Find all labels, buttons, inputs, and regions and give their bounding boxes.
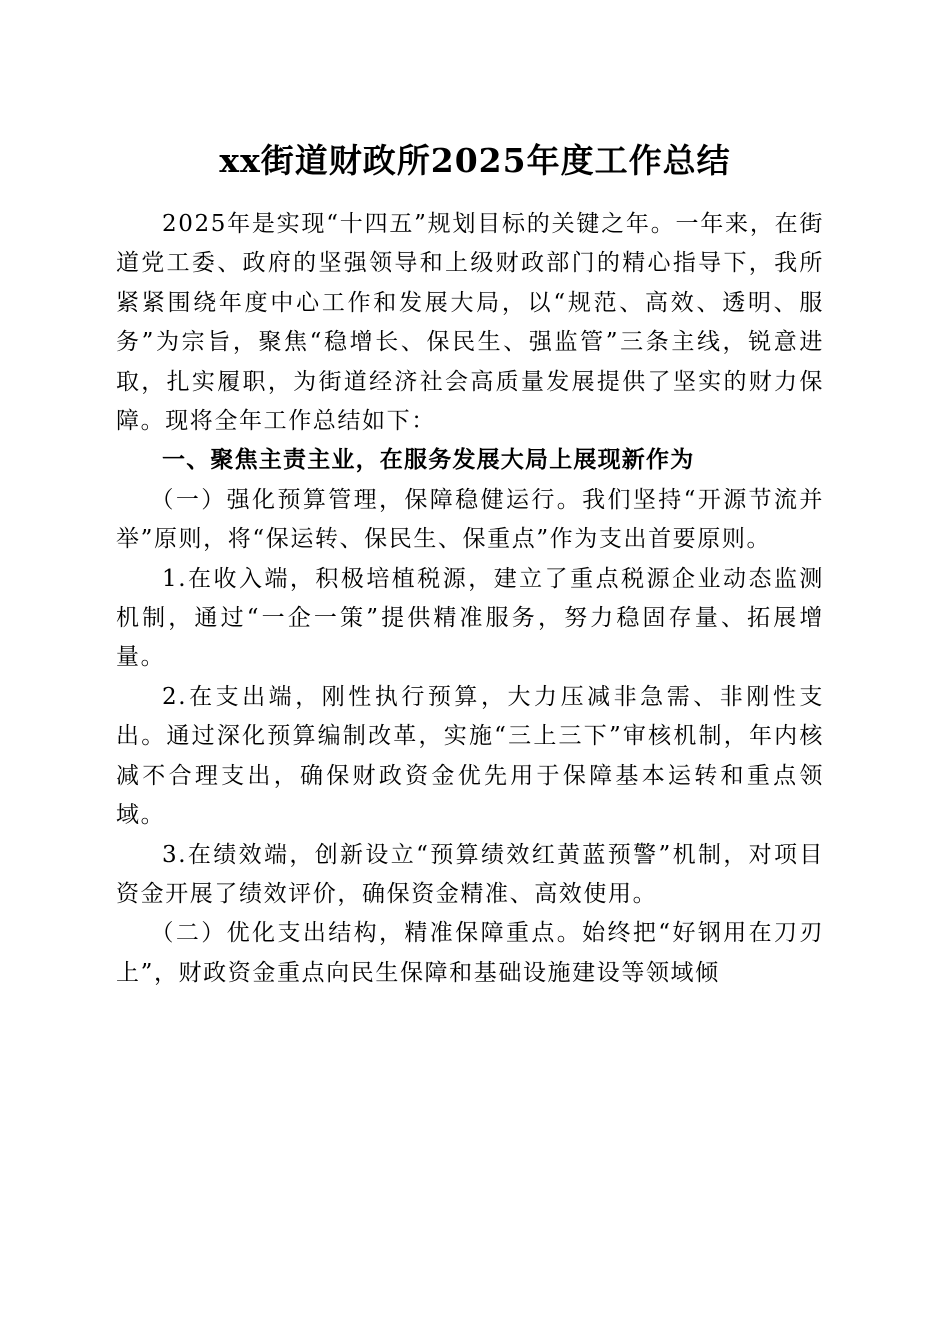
- document-title: xx街道财政所2025年度工作总结: [219, 141, 731, 180]
- list-item-3: 3.在绩效端，创新设立“预算绩效红黄蓝预警”机制，对项目资金开展了绩效评价，确保资金精准、高效使用。: [116, 841, 824, 907]
- subsection-2-paragraph: （二）优化支出结构，精准保障重点。始终把“好钢用在刀刃上”，财政资金重点向民生保障和基础设施建设等领域倾: [116, 920, 824, 986]
- list-item-2: 2.在支出端，刚性执行预算，大力压减非急需、非刚性支出。通过深化预算编制改革，实施“三上三下”审核机制，年内核减不合理支出，确保财政资金优先用于保障基本运转和重点领域。: [116, 683, 824, 829]
- document-body: [116, 205, 824, 993]
- list-item-1: 1.在收入端，积极培植税源，建立了重点税源企业动态监测机制，通过“一企一策”提供精准服务，努力稳固存量、拓展增量。: [116, 565, 824, 671]
- section-heading-1: 一、聚焦主责主业，在服务发展大局上展现新作为: [162, 447, 695, 474]
- intro-paragraph: 2025年是实现“十四五”规划目标的关键之年。一年来，在街道党工委、政府的坚强领导和上级财政部门的精心指导下，我所紧紧围绕年度中心工作和发展大局，以“规范、高效、透明、服务”为宗旨，聚焦“稳增长、保民生、强监管”三条主线，锐意进取，扎实履职，为街道经济社会高质量发展提供了坚实的财力保障。现将全年工作总结如下：: [116, 211, 824, 435]
- subsection-1-paragraph: （一）强化预算管理，保障稳健运行。我们坚持“开源节流并举”原则，将“保运转、保民生、保重点”作为支出首要原则。: [116, 486, 824, 553]
